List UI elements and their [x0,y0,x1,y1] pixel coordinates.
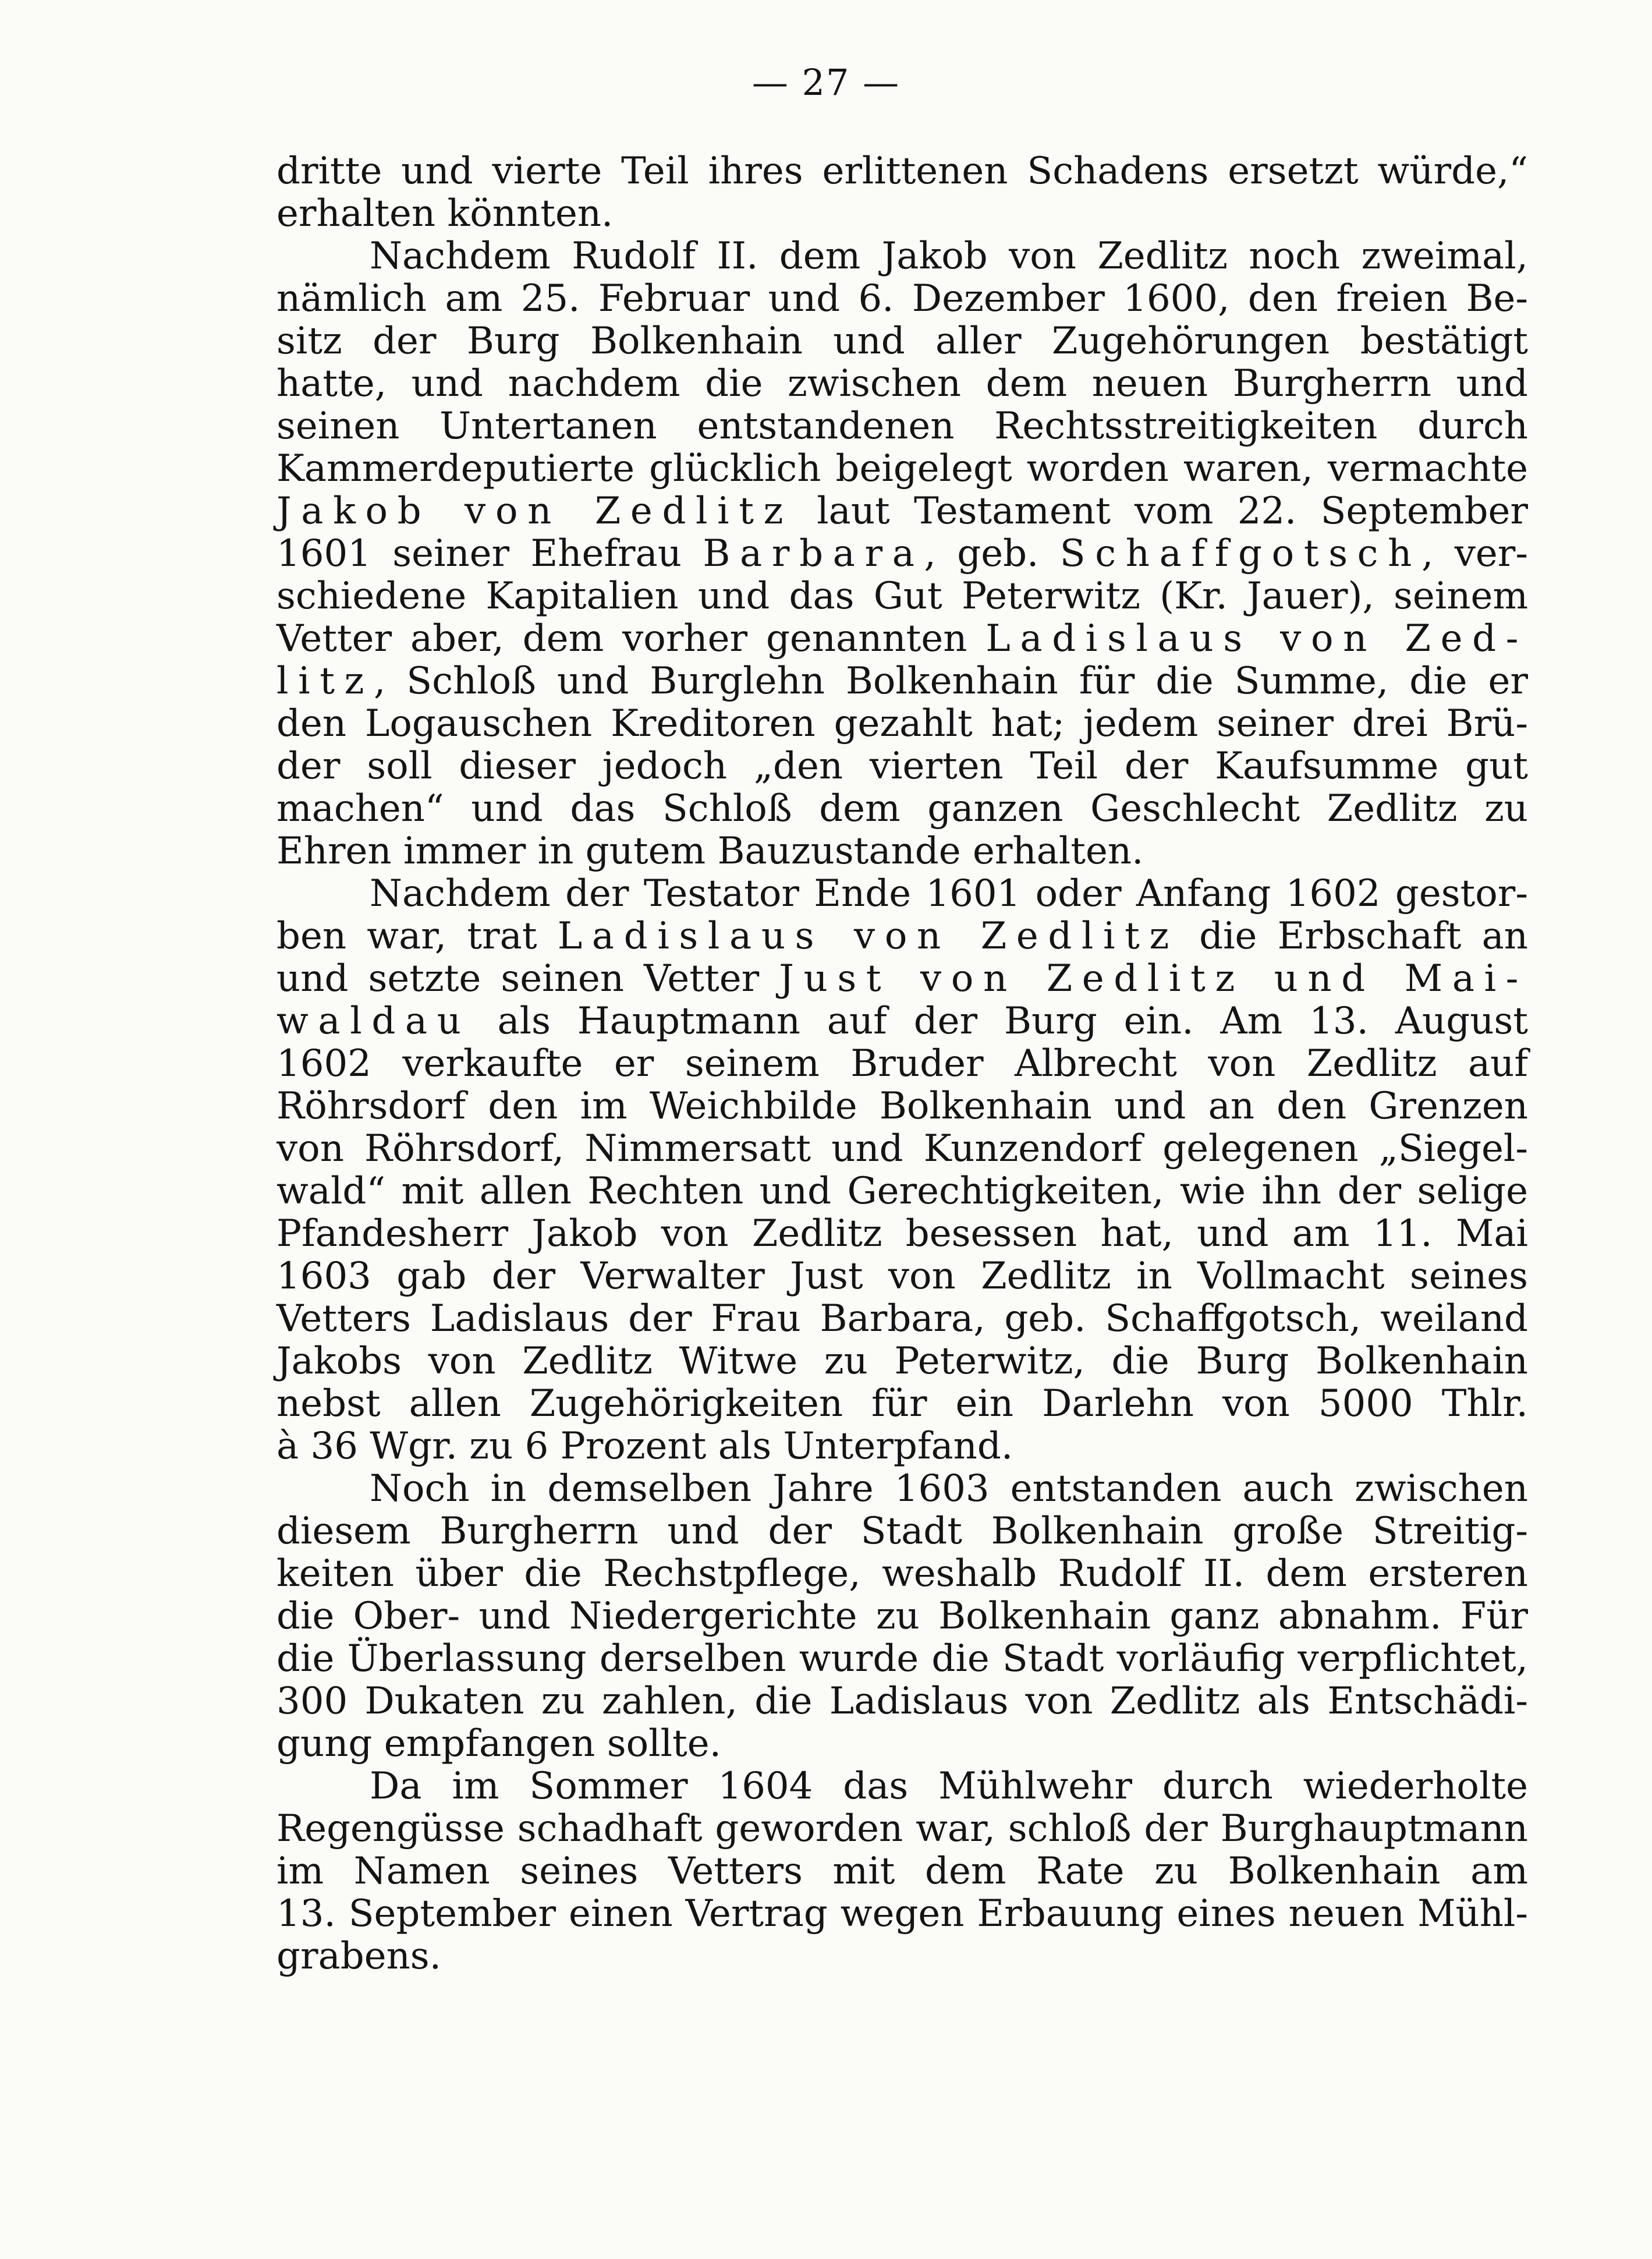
line-text: , ver- [1421,532,1529,575]
spaced-emphasis-text: Barbara [703,532,924,575]
line-text: Nachdem Rudolf II. dem Jakob von Zedlitz noch zweimal, [370,235,1528,278]
line-text: diesem Burgherrn und der Stadt Bolkenhain große Streitig- [276,1510,1528,1553]
text-line [276,958,1528,1000]
text-line [276,745,1528,788]
spaced-emphasis-text: Jakob von Zedlitz [276,490,793,533]
line-text: Regengüsse schadhaft geworden war, schloß der Burghauptmann [276,1807,1528,1850]
line-text: 13. September einen Vertrag wegen Erbauung eines neuen Mühl- [276,1892,1528,1935]
spaced-emphasis-text: waldau [276,1000,471,1043]
spaced-emphasis-text: Ladislaus von Zed- [985,617,1528,660]
line-text: Vetter aber, dem vorher genannten [276,617,986,660]
text-line [276,788,1528,830]
line-text: 1602 verkaufte er seinem Bruder Albrecht von Zedlitz auf [276,1042,1528,1085]
line-text: Röhrsdorf den im Weichbilde Bolkenhain und an den Grenzen [276,1085,1528,1128]
line-text: dritte und vierte Teil ihres erlittenen Schadens ersetzt würde,“ [276,150,1528,193]
text-line [276,1298,1528,1340]
line-text: Kammerdeputierte glücklich beigelegt worden waren, vermachte [276,447,1528,490]
line-text: seinen Untertanen entstandenen Rechtsstreitigkeiten durch [276,405,1528,448]
text-line [276,873,1528,915]
text-line [276,1765,1528,1808]
text-line [276,1085,1528,1128]
line-text: laut Testament vom 22. September [793,490,1528,533]
line-text: erhalten könnten. [276,192,614,235]
spaced-emphasis-text: litz [276,660,374,703]
text-line [276,533,1528,575]
line-text: Noch in demselben Jahre 1603 entstanden auch zwischen [370,1467,1528,1510]
text-line [276,1510,1528,1553]
text-line [276,1340,1528,1383]
text-line [276,278,1528,320]
line-text: Pfandesherr Jakob von Zedlitz besessen hat, und am 11. Mai [276,1212,1528,1255]
text-line [276,235,1528,278]
text-line [276,448,1528,490]
text-line [276,1723,1528,1765]
text-line [276,490,1528,533]
line-text: die Ober- und Niedergerichte zu Bolkenhain ganz abnahm. Für [276,1595,1528,1638]
line-text: den Logauschen Kreditoren gezahlt hat; jedem seiner drei Brü- [276,702,1528,745]
text-line [276,320,1528,363]
text-line [276,1425,1528,1468]
line-text: Nachdem der Testator Ende 1601 oder Anfang 1602 gestor- [370,872,1528,915]
text-line [276,1553,1528,1595]
text-line [276,1595,1528,1638]
spaced-emphasis-text: Schaffgotsch [1059,532,1422,575]
line-text: gung empfangen sollte. [276,1722,721,1765]
text-line [276,1850,1528,1893]
text-line [276,150,1528,193]
text-line [276,1043,1528,1085]
line-text: als Hauptmann auf der Burg ein. Am 13. August [470,1000,1528,1043]
line-text: die Überlassung derselben wurde die Stadt vorläufig verpflichtet, [276,1637,1528,1680]
line-text: , geb. [924,532,1060,575]
line-text: der soll dieser jedoch „den vierten Teil der Kaufsumme gut [276,745,1528,788]
line-text: Da im Sommer 1604 das Mühlwehr durch wiederholte [370,1765,1528,1808]
line-text: nebst allen Zugehörigkeiten für ein Darlehn von 5000 Thlr. [276,1382,1528,1425]
text-line [276,660,1528,703]
text-line [276,1468,1528,1510]
line-text: hatte, und nachdem die zwischen dem neuen Burgherrn und [276,362,1528,405]
text-line [276,1680,1528,1723]
text-line [276,1213,1528,1255]
text-line [276,1383,1528,1425]
line-text: 300 Dukaten zu zahlen, die Ladislaus von Zedlitz als Entschädi- [276,1680,1528,1723]
spaced-emphasis-text: Ladislaus von Zedlitz [557,915,1179,958]
text-line [276,1935,1528,1978]
text-line [276,1170,1528,1213]
line-text: , Schloß und Burglehn Bolkenhain für die Summe, die er [373,660,1528,703]
line-text: machen“ und das Schloß dem ganzen Geschlecht Zedlitz zu [276,787,1528,830]
line-text: schiedene Kapitalien und das Gut Peterwitz (Kr. Jauer), seinem [276,575,1528,618]
line-text: im Namen seines Vetters mit dem Rate zu Bolkenhain am [276,1850,1528,1893]
line-text: 1603 gab der Verwalter Just von Zedlitz in Vollmacht seines [276,1255,1528,1298]
line-text: nämlich am 25. Februar und 6. Dezember 1600, den freien Be- [276,277,1528,320]
text-line [276,193,1528,235]
line-text: grabens. [276,1935,441,1978]
text-line [276,703,1528,745]
line-text: Ehren immer in gutem Bauzustande erhalten. [276,830,1144,873]
text-line [276,405,1528,448]
text-line [276,363,1528,405]
line-text: keiten über die Rechstpflege, weshalb Rudolf II. dem ersteren [276,1552,1528,1595]
text-line [276,1000,1528,1043]
text-line [276,575,1528,618]
text-line [276,1893,1528,1935]
line-text: von Röhrsdorf, Nimmersatt und Kunzendorf gelegenen „Siegel- [276,1127,1528,1170]
line-text: die Erbschaft an [1178,915,1529,958]
text-line [276,1255,1528,1298]
text-line [276,618,1528,660]
line-text: ben war, trat [276,915,558,958]
line-text: Jakobs von Zedlitz Witwe zu Peterwitz, die Burg Bolkenhain [276,1340,1528,1383]
line-text: à 36 Wgr. zu 6 Prozent als Unterpfand. [276,1425,1013,1468]
text-line [276,1638,1528,1680]
text-line [276,830,1528,873]
page-number: — 27 — [751,61,901,104]
line-text: 1601 seiner Ehefrau [276,532,703,575]
spaced-emphasis-text: Just von Zedlitz und Mai- [779,957,1528,1000]
text-line [276,1128,1528,1170]
line-text: sitz der Burg Bolkenhain und aller Zugehörungen bestätigt [276,320,1528,363]
text-line [276,915,1528,958]
line-text: und setzte seinen Vetter [276,957,779,1000]
text-line [276,1808,1528,1850]
line-text: Vetters Ladislaus der Frau Barbara, geb. Schaffgotsch, weiland [276,1297,1528,1340]
line-text: wald“ mit allen Rechten und Gerechtigkeiten, wie ihn der selige [276,1170,1528,1213]
